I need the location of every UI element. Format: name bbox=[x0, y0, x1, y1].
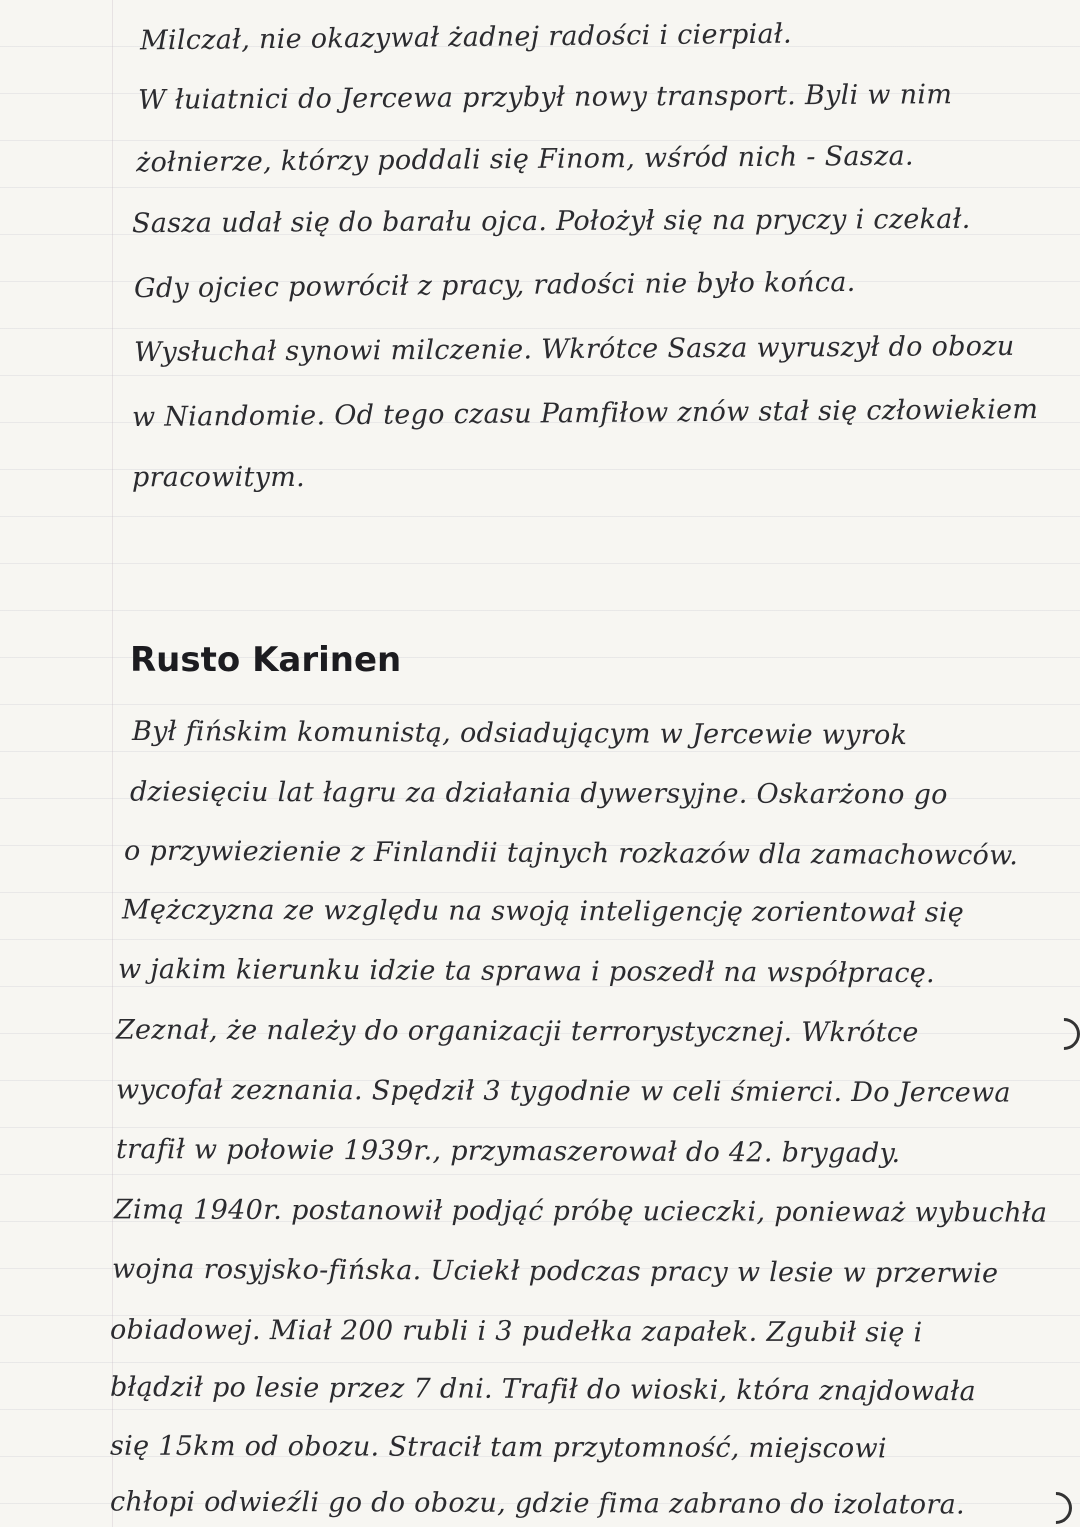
binder-ring-icon bbox=[1041, 1011, 1080, 1056]
text-line: Mężczyzna ze względu na swoją inteligencję zorientował się bbox=[121, 894, 965, 929]
text-line: wycofał zeznania. Spędził 3 tygodnie w celi śmierci. Do Jercewa bbox=[115, 1074, 1011, 1109]
text-line: o przywiezienie z Finlandii tajnych rozkazów dla zamachowców. bbox=[123, 835, 1019, 872]
text-line: żołnierze, którzy poddali się Finom, wśród nich - Sasza. bbox=[135, 140, 914, 179]
margin-line bbox=[112, 0, 113, 1527]
text-line: pracowitym. bbox=[132, 462, 305, 493]
text-line: Wysłuchał synowi milczenie. Wkrótce Sasza wyruszył do obozu bbox=[133, 330, 1015, 369]
section-heading: Rusto Karinen bbox=[130, 640, 402, 680]
text-line: obiadowej. Miał 200 rubli i 3 pudełka zapałek. Zgubił się i bbox=[109, 1314, 923, 1349]
text-line: W łuiatnici do Jercewa przybył nowy transport. Byli w nim bbox=[137, 79, 953, 116]
text-line: w jakim kierunku idzie ta sprawa i poszedł na współpracę. bbox=[117, 953, 936, 990]
text-line: w Niandomie. Od tego czasu Pamfiłow znów stał się człowiekiem bbox=[131, 394, 1039, 433]
text-line: Zimą 1940r. postanowił podjąć próbę ucieczki, ponieważ wybuchła bbox=[113, 1194, 1048, 1229]
binder-ring-icon bbox=[1033, 1485, 1078, 1527]
text-line: się 15km od obozu. Stracił tam przytomność, miejscowi bbox=[109, 1430, 887, 1465]
text-line: chłopi odwieźli go do obozu, gdzie fima zabrano do izolatora. bbox=[109, 1486, 965, 1521]
text-line: błądził po lesie przez 7 dni. Trafił do wioski, która znajdowała bbox=[109, 1371, 976, 1408]
text-line: Zeznał, że należy do organizacji terrorystycznej. Wkrótce bbox=[115, 1014, 919, 1049]
text-line: Milczał, nie okazywał żadnej radości i cierpiał. bbox=[139, 18, 793, 57]
text-line: wojna rosyjsko-fińska. Uciekł podczas pracy w lesie w przerwie bbox=[111, 1253, 999, 1290]
text-line: Sasza udał się do barału ojca. Położył się na pryczy i czekał. bbox=[131, 203, 971, 240]
text-line: trafił w połowie 1939r., przymaszerował do 42. brygady. bbox=[115, 1133, 901, 1170]
text-line: Był fińskim komunistą, odsiadującym w Jercewie wyrok bbox=[131, 715, 908, 752]
text-line: dziesięciu lat łagru za działania dywersyjne. Oskarżono go bbox=[129, 776, 948, 811]
text-line: Gdy ojciec powrócił z pracy, radości nie było końca. bbox=[133, 266, 856, 305]
